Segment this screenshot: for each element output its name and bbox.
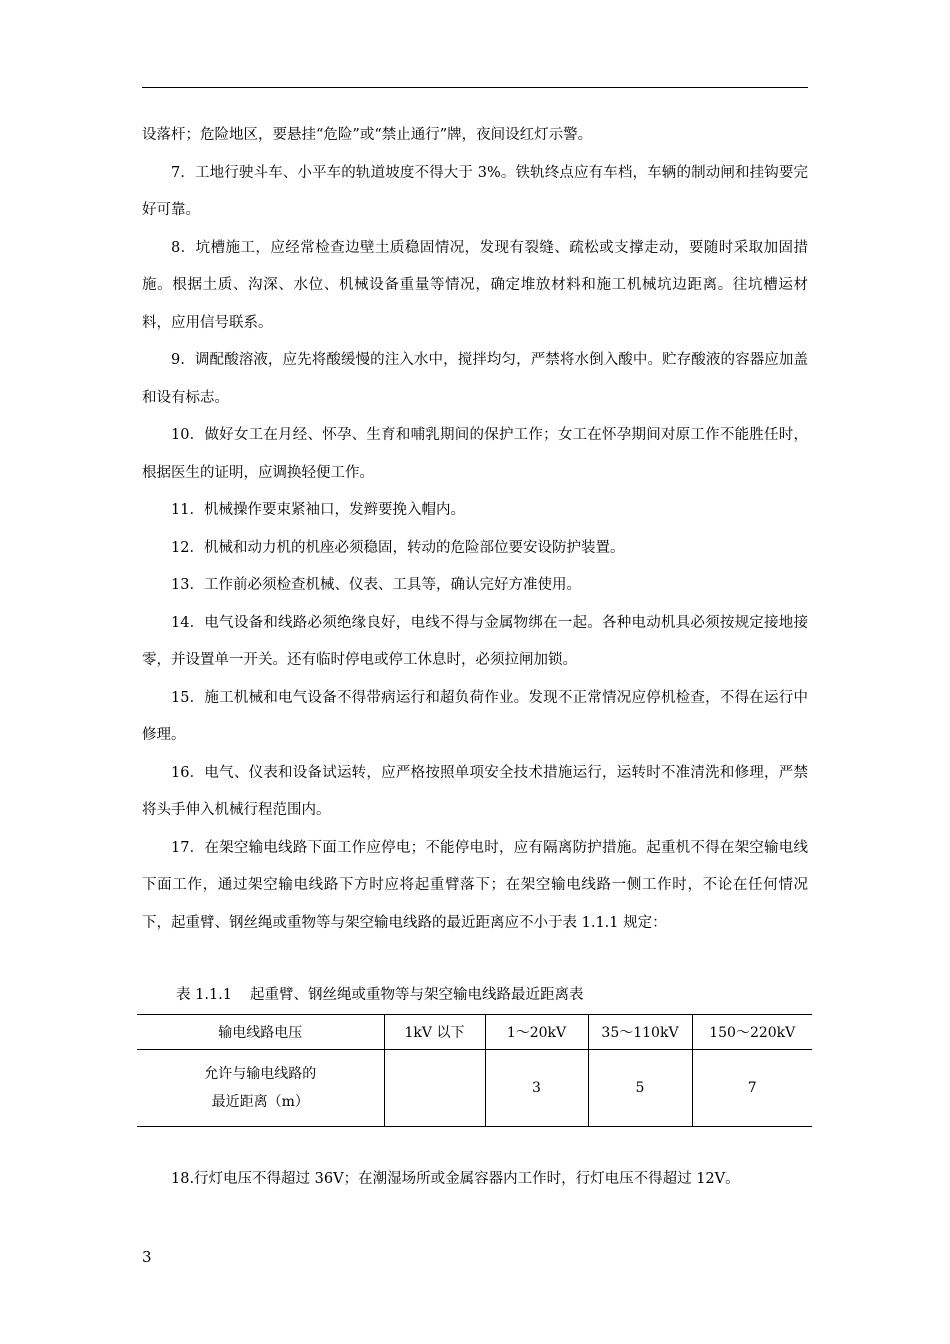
paragraph-item-15: 15．施工机械和电气设备不得带病运行和超负荷作业。发现不正常情况应停机检查，不得在运行中修理。 xyxy=(142,689,808,743)
paragraph-continuation: 设落杆；危险地区，要悬挂“危险”或“禁止通行”牌，夜间设红灯示警。 xyxy=(142,127,593,143)
table-caption-title: 起重臂、钢丝绳或重物等与架空输电线路最近距离表 xyxy=(250,987,584,1003)
paragraph-item-7: 7．工地行驶斗车、小平车的轨道坡度不得大于 3%。铁轨终点应有车档，车辆的制动闸和挂钩要完好可靠。 xyxy=(142,164,808,218)
paragraph-item-12: 12．机械和动力机的机座必须稳固，转动的危险部位要安设防护装置。 xyxy=(171,539,625,556)
table-cell: 5 xyxy=(588,1050,692,1127)
table-cell xyxy=(384,1050,485,1127)
paragraph-item-18: 18.行灯电压不得超过 36V；在潮湿场所或金属容器内工作时，行灯电压不得超过 12V。 xyxy=(171,1171,740,1187)
paragraph-item-8: 8．坑槽施工，应经常检查边壁土质稳固情况，发现有裂缝、疏松或支撑走动，要随时采取加固措施。根据土质、沟深、水位、机械设备重量等情况，确定堆放材料和施工机械坑边距离。往坑槽运材料，应用信号联系。 xyxy=(142,239,808,331)
table-row xyxy=(137,1050,812,1127)
table-cell: 3 xyxy=(485,1050,588,1127)
paragraph-item-13: 13．工作前必须检查机械、仪表、工具等，确认完好方准使用。 xyxy=(171,577,581,593)
table-caption-number: 表 1.1.1 xyxy=(176,987,233,1003)
table-row-label xyxy=(137,1050,384,1127)
paragraph-item-14: 14．电气设备和线路必须绝缘良好，电线不得与金属物绑在一起。各种电动机具必须按规定接地接零，并设置单一开关。还有临时停电或停工休息时，必须拉闸加锁。 xyxy=(142,614,808,668)
table-header-cell: 35～110kV xyxy=(588,1015,692,1050)
table-header-cell: 150～220kV xyxy=(692,1015,812,1050)
table-row-label-line1: 允许与输电线路的 xyxy=(204,1066,317,1082)
distance-table xyxy=(137,1014,812,1127)
table-header-row xyxy=(137,1015,812,1050)
paragraph-item-11: 11．机械操作要束紧袖口，发辫要挽入帽内。 xyxy=(171,502,465,518)
paragraph-item-17: 17．在架空输电线路下面工作应停电；不能停电时，应有隔离防护措施。起重机不得在架空输电线下面工作，通过架空输电线路下方时应将起重臂落下；在架空输电线路一侧工作时，不论在任何情况下，起重臂、钢丝绳或重物等与架空输电线路的最近距离应不小于表 1.1.1 规定： xyxy=(142,839,808,931)
page-number: 3 xyxy=(142,1248,152,1266)
table-header-cell: 1～20kV xyxy=(485,1015,588,1050)
paragraph-item-16: 16．电气、仪表和设备试运转，应严格按照单项安全技术措施运行，运转时不准清洗和修理，严禁将头手伸入机械行程范围内。 xyxy=(142,764,808,818)
table-header-cell: 1kV 以下 xyxy=(384,1015,485,1050)
paragraph-item-10: 10．做好女工在月经、怀孕、生育和哺乳期间的保护工作；女工在怀孕期间对原工作不能胜任时，根据医生的证明，应调换轻便工作。 xyxy=(142,427,808,481)
table-row-label-line2: 最近距离（m） xyxy=(211,1094,309,1110)
table-header-cell: 输电线路电压 xyxy=(137,1015,384,1050)
paragraph-item-9: 9．调配酸溶液，应先将酸缓慢的注入水中，搅拌均匀，严禁将水倒入酸中。贮存酸液的容器应加盖和设有标志。 xyxy=(142,352,808,406)
table-cell: 7 xyxy=(692,1050,812,1127)
body-text xyxy=(142,117,808,942)
table-caption xyxy=(176,980,584,1010)
header-rule xyxy=(142,87,808,88)
